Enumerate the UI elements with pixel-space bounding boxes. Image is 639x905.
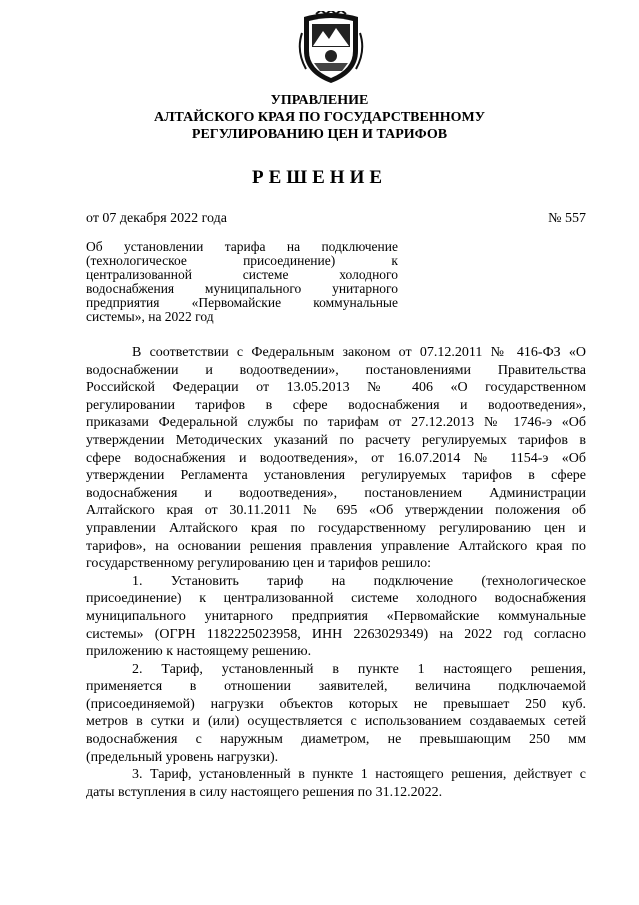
body-line: 2. Тариф, установленный в пункте 1 настоящего решения, (132, 661, 586, 677)
body-line: (присоединяемой) нагрузки объектов которых не превышает 250 куб. (86, 696, 586, 712)
document-date: от 07 декабря 2022 года (86, 211, 227, 226)
body-line: приложению к настоящему решению. (86, 644, 312, 660)
body-line: даты вступления в силу настоящего решения по 31.12.2022. (86, 784, 443, 800)
document-body (86, 344, 586, 801)
body-line: управлении Алтайского края по государственному регулированию цен и (86, 520, 586, 536)
org-line-2: АЛТАЙСКОГО КРАЯ ПО ГОСУДАРСТВЕННОМУ (154, 110, 485, 125)
body-line: метров в сутки и (или) осуществляется с использованием создаваемых сетей (86, 714, 586, 730)
org-line-3: РЕГУЛИРОВАНИЮ ЦЕН И ТАРИФОВ (191, 127, 448, 142)
body-line: 1. Установить тариф на подключение (технологическое (132, 573, 586, 589)
body-line: регулировании тарифов в сфере водоснабжения и водоотведения», (86, 397, 586, 413)
body-line: тарифов», на основании решения правления управление Алтайского края по (86, 538, 586, 554)
body-line: муниципального унитарного предприятия «Первомайские коммунальные (86, 608, 586, 624)
document-title: РЕШЕНИЕ (251, 167, 388, 188)
subject-line: централизованной системе холодного (86, 267, 398, 282)
body-line: Алтайского края от 30.11.2011 № 695 «Об утверждении положения об (86, 503, 586, 519)
body-line: (предельный уровень нагрузки). (86, 749, 279, 765)
body-line: В соответствии с Федеральным законом от 07.12.2011 № 416-ФЗ «О (132, 345, 586, 360)
subject-line: предприятия «Первомайские коммунальные (86, 295, 398, 310)
body-line: водоснабжении и водоотведении», постановлениями Правительства (86, 362, 586, 378)
coat-of-arms-icon (296, 11, 366, 86)
body-line: водоснабжения с наружным диаметром, не превышающим 250 мм (86, 732, 586, 748)
body-line: утверждении Регламента установления регулируемых тарифов в сфере (86, 468, 586, 484)
document-number: № 557 (548, 211, 586, 226)
body-line: системы» (ОГРН 1182225023958, ИНН 2263029349) на 2022 год согласно (86, 626, 586, 642)
organization-header (0, 92, 639, 143)
org-line-1: УПРАВЛЕНИЕ (270, 93, 369, 108)
date-number-line (86, 210, 586, 228)
body-line: применяется в отношении заявителей, величина подключаемой (86, 679, 586, 695)
subject-line: (технологическое присоединение) к (86, 253, 398, 268)
body-line: присоединение) к централизованной системе холодного водоснабжения (86, 591, 586, 607)
body-line: Российской Федерации от 13.05.2013 № 406 «О государственном (86, 380, 586, 396)
body-line: сфере водоснабжения и водоотведения», от 16.07.2014 № 1154-э «Об (86, 450, 586, 466)
body-line: государственному регулированию цен и тарифов решило: (86, 556, 432, 572)
subject-line: водоснабжения муниципального унитарного (86, 281, 398, 296)
body-line: 3. Тариф, установленный в пункте 1 настоящего решения, действует с (132, 767, 586, 783)
body-line: приказами Федеральной службы по тарифам от 27.12.2013 № 1746-э «Об (86, 415, 586, 431)
document-subject (86, 240, 398, 324)
subject-line: системы», на 2022 год (86, 309, 214, 324)
body-line: утверждении Методических указаний по расчету регулируемых тарифов в (86, 432, 586, 448)
body-line: водоснабжения и водоотведения», постановлением Администрации (86, 485, 586, 501)
subject-line: Об установлении тарифа на подключение (86, 239, 398, 254)
